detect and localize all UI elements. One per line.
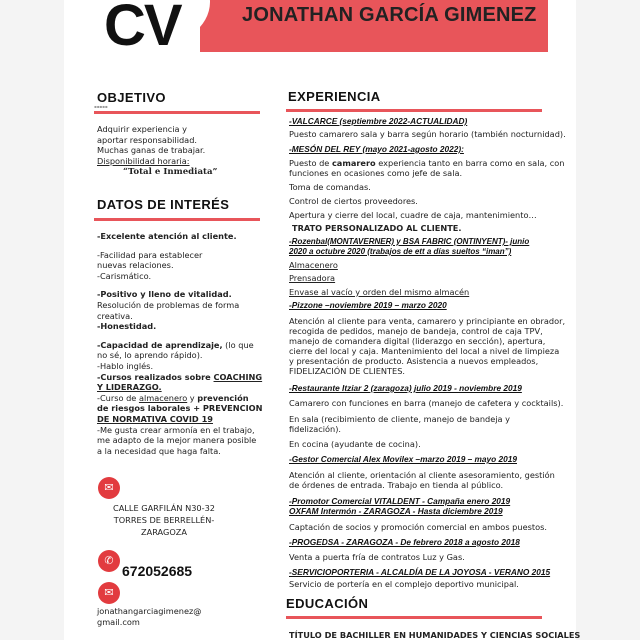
datos-line: Resolución de problemas de forma (97, 299, 240, 310)
datos-line: -Me gusta crear armonía en el trabajo, (97, 424, 255, 435)
job-detail: En cocina (ayudante de cocina). (289, 439, 421, 449)
candidate-name: JONATHAN GARCÍA GIMENEZ (242, 4, 537, 26)
job-detail: de órdenes de entrada. Trabajo en tienda al público. (289, 480, 504, 490)
datos-line: -Cursos realizados sobre (97, 371, 214, 382)
job-detail: Atención al cliente para venta, camarero y principiante en obrador, (289, 316, 566, 326)
job-title: -Gestor Comercial Alex Movilex –marzo 2019 – mayo 2019 (289, 454, 517, 464)
job-title: 2020 a octubre 2020 (trabajos de ett a días sueltos “iman”) (289, 247, 512, 256)
datos-line: -Honestidad. (97, 321, 157, 332)
phone-number[interactable]: 672052685 (122, 563, 193, 579)
job-detail: Prensadora (289, 273, 336, 283)
phone-icon: ✆ (98, 550, 120, 572)
objetivo-heading: OBJETIVO (97, 90, 166, 105)
datos-line: y (187, 392, 198, 403)
datos-text (97, 231, 262, 456)
job-detail: fidelización). (289, 424, 342, 434)
educacion-heading: EDUCACIÓN (286, 596, 369, 611)
job-detail: Servicio de portería en el complejo deportivo municipal. (289, 579, 519, 589)
job-detail: Almacenero (289, 260, 338, 270)
job-title: -Rozenbal(MONTAVERNER) y BSA FABRIC (ONTINYENT)- junio (289, 237, 530, 246)
datos-line: -Capacidad de aprendizaje, (97, 339, 223, 350)
job-detail: Toma de comandas. (289, 182, 371, 192)
datos-line: almacenero (138, 392, 188, 403)
job-detail: Apertura y cierre del local, cuadre de caja, mantenimiento… (289, 210, 537, 220)
job-detail: TRATO PERSONALIZADO AL CLIENTE. (292, 223, 462, 233)
experiencia-divider (286, 109, 542, 112)
datos-line: me adapto de la mejor manera posible (97, 435, 257, 446)
address-line: ZARAGOZA (140, 527, 188, 537)
objetivo-line: aportar responsabilidad. (97, 134, 197, 145)
datos-line: -Positivo y lleno de vitalidad. (97, 289, 232, 300)
datos-line: DE NORMATIVA COVID 19 (97, 413, 213, 424)
address (99, 502, 229, 538)
datos-line: -Carismático. (97, 270, 152, 281)
datos-line: -Facilidad para establecer (97, 249, 203, 260)
mail-icon: ✉ (98, 582, 120, 604)
job-detail: Captación de socios y promoción comercial en ambos puestos. (289, 522, 547, 532)
address-line: CALLE GARFILÁN N30-32 (113, 503, 215, 513)
cv-mark: CV (104, 0, 181, 58)
datos-line: + PREVENCION (190, 403, 263, 414)
mail-icon: ✉ (98, 477, 120, 499)
datos-heading: DATOS DE INTERÉS (97, 197, 230, 212)
datos-line: prevención (197, 392, 249, 403)
job-detail: cierre del local y caja. Mantenimiento del local a nivel de limpieza (289, 346, 560, 356)
email-address[interactable] (97, 606, 202, 628)
address-line: TORRES DE BERRELLÉN- (113, 515, 215, 525)
objetivo-line: Adquirir experiencia y (97, 124, 188, 134)
decorative-mark: ▪▪▪▪▪ (94, 104, 108, 109)
job-detail: Camarero con funciones en barra (manejo de cafetera y cocktails). (289, 398, 564, 408)
objetivo-divider (94, 111, 260, 114)
objetivo-line: Muchas ganas de trabajar. (97, 145, 206, 156)
datos-line: Y LIDERAZGO. (97, 382, 162, 393)
job-detail: y presentación de producto. Asistencia a nuevos empleados, (289, 356, 539, 366)
job-detail: Puesto de camarero experiencia tanto en barra como en sala, con (289, 158, 565, 168)
job-title: -MESÓN DEL REY (mayo 2021-agosto 2022): (289, 144, 464, 154)
datos-line: -Hablo inglés. (97, 360, 154, 371)
availability-value: “Total e Inmediata” (123, 167, 218, 178)
job-title: -Pizzone –noviembre 2019 – marzo 2020 (289, 300, 447, 310)
objetivo-text (97, 124, 218, 178)
educacion-divider (286, 616, 542, 619)
datos-line: (lo que (222, 339, 254, 350)
job-detail: Atención al cliente, orientación al cliente asesoramiento, gestión (289, 470, 555, 480)
job-title: -Promotor Comercial VITALDENT - Campaña enero 2019 (289, 496, 511, 506)
datos-line: -Excelente atención al cliente. (97, 231, 237, 241)
job-title: OXFAM Intermón - ZARAGOZA - Hasta diciembre 2019 (289, 506, 503, 516)
job-detail: Puesto camarero sala y barra según horario (también nocturnidad). (289, 129, 566, 139)
job-title: -SERVICIOPORTERIA - ALCALDÍA DE LA JOYOSA - VERANO 2015 (289, 567, 551, 577)
job-title: -PROGEDSA - ZARAGOZA - De febrero 2018 a agosto 2018 (289, 537, 520, 547)
email-line: jonathangarciagimenez@ (97, 606, 202, 616)
job-detail: recogida de pedidos, manejo de bandeja, control de caja TPV, (289, 326, 543, 336)
datos-line: a la necesidad que haga falta. (97, 445, 221, 456)
job-title: -VALCARCE (septiembre 2022-ACTUALIDAD) (289, 116, 468, 126)
datos-line: COACHING (213, 371, 263, 382)
datos-line: no sé, lo aprendo rápido). (97, 350, 203, 361)
job-detail: manejo de comandera digital (liderazgo en sección), apertura, (289, 336, 546, 346)
education-entry: TÍTULO DE BACHILLER EN HUMANIDADES Y CIENCIAS SOCIALES (289, 630, 581, 640)
job-detail: En sala (recibimiento de cliente, manejo de bandeja y (289, 414, 510, 424)
email-line: gmail.com (97, 617, 140, 627)
datos-divider (94, 218, 260, 221)
datos-line: -Curso de (97, 392, 139, 403)
experiencia-heading: EXPERIENCIA (288, 89, 381, 104)
job-detail: Control de ciertos proveedores. (289, 196, 418, 206)
datos-line: nuevas relaciones. (97, 260, 174, 271)
job-detail: Venta a puerta fría de contratos Luz y Gas. (289, 552, 465, 562)
job-title: -Restaurante Itziar 2 (zaragoza) julio 2019 - noviembre 2019 (289, 383, 522, 393)
job-detail: Envase al vacío y orden del mismo almacén (289, 287, 470, 297)
job-detail: FIDELIZACIÓN DE CLIENTES. (289, 366, 405, 376)
datos-line: creativa. (97, 310, 133, 321)
datos-line: de riesgos laborales (97, 403, 191, 414)
availability-label: Disponibilidad horaria: (97, 155, 190, 166)
job-detail: funciones en ocasiones como jefe de sala. (289, 168, 463, 178)
